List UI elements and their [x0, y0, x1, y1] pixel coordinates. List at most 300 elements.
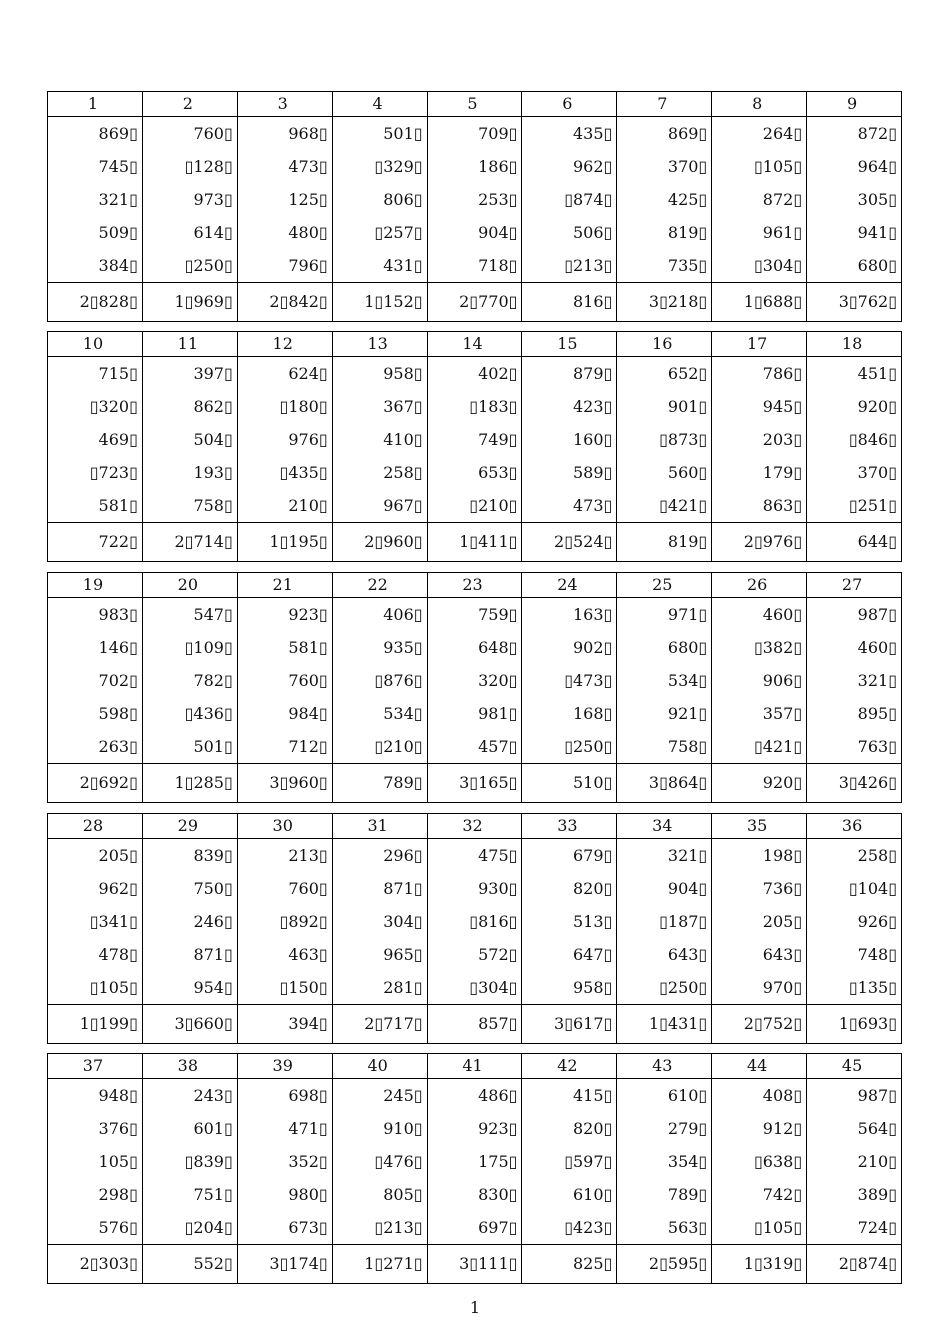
addend-cell: 970▯ [711, 971, 806, 1004]
total-cell: 2▯842▯ [237, 283, 332, 321]
total-cell: 2▯828▯ [79, 292, 138, 311]
addend-cell: 839▯ [142, 839, 237, 872]
addend-cell: 534▯ [332, 697, 427, 730]
addend-cell: ▯251▯ [806, 489, 901, 522]
addend-cell: 748▯ [806, 938, 901, 971]
addend-cell: 581▯ [98, 496, 138, 515]
addend-cell: 971▯ [616, 598, 711, 631]
problem-number: 43 [616, 1054, 711, 1078]
addend-cell: 105▯ [98, 1152, 138, 1171]
addend-cell: 976▯ [237, 423, 332, 456]
addend-cell: 652▯ [616, 357, 711, 390]
addend-cell: 984▯ [237, 697, 332, 730]
problem-number: 32 [427, 814, 522, 838]
addend-row [48, 938, 901, 971]
addend-cell: 910▯ [332, 1112, 427, 1145]
addend-cell: 193▯ [142, 456, 237, 489]
addend-row [48, 489, 901, 522]
addend-cell: 961▯ [711, 216, 806, 249]
addend-cell: 863▯ [711, 489, 806, 522]
addend-cell: 920▯ [806, 390, 901, 423]
problem-number: 39 [237, 1054, 332, 1078]
addend-row [48, 216, 901, 249]
addend-cell: 513▯ [521, 905, 616, 938]
addend-cell: 760▯ [237, 872, 332, 905]
problem-number: 18 [806, 332, 901, 356]
addend-cell: 564▯ [806, 1112, 901, 1145]
addend-cell: 736▯ [711, 872, 806, 905]
addend-cell: 879▯ [521, 357, 616, 390]
addend-cell: 281▯ [332, 971, 427, 1004]
total-cell: 1▯199▯ [79, 1014, 138, 1033]
addend-cell: 871▯ [142, 938, 237, 971]
addend-cell: ▯213▯ [332, 1211, 427, 1244]
addend-rows [48, 1079, 901, 1244]
addend-row [48, 631, 901, 664]
addend-cell: 981▯ [427, 697, 522, 730]
addend-cell: 305▯ [806, 183, 901, 216]
addend-cell: 163▯ [521, 598, 616, 631]
problem-number: 35 [711, 814, 806, 838]
addend-cell: 962▯ [98, 879, 138, 898]
addend-cell: 962▯ [521, 150, 616, 183]
total-cell: 552▯ [142, 1245, 237, 1283]
addend-cell: 321▯ [98, 190, 138, 209]
problem-number: 22 [332, 573, 427, 597]
addend-row [48, 150, 901, 183]
addend-cell: 146▯ [98, 638, 138, 657]
header-row [48, 332, 901, 357]
addend-cell: ▯135▯ [806, 971, 901, 1004]
addend-cell: 321▯ [806, 664, 901, 697]
addend-cell: ▯150▯ [237, 971, 332, 1004]
addend-cell: 478▯ [98, 945, 138, 964]
addend-cell: ▯210▯ [427, 489, 522, 522]
problem-block-4 [47, 813, 902, 1044]
addend-cell: 321▯ [616, 839, 711, 872]
total-cell: 789▯ [332, 764, 427, 802]
total-cell: 2▯976▯ [711, 523, 806, 561]
addend-cell: 410▯ [332, 423, 427, 456]
addend-cell: 415▯ [521, 1079, 616, 1112]
addend-cell: 298▯ [98, 1185, 138, 1204]
addend-cell: 968▯ [237, 117, 332, 150]
addend-cell: 203▯ [711, 423, 806, 456]
problem-number: 28 [82, 816, 104, 835]
problem-number: 7 [616, 92, 711, 116]
addend-cell: 983▯ [98, 605, 138, 624]
problem-number: 41 [427, 1054, 522, 1078]
problem-number: 12 [237, 332, 332, 356]
addend-cell: 862▯ [142, 390, 237, 423]
addend-cell: ▯839▯ [142, 1145, 237, 1178]
addend-cell: 872▯ [711, 183, 806, 216]
addend-cell: 679▯ [521, 839, 616, 872]
addend-cell: 643▯ [711, 938, 806, 971]
problem-number: 44 [711, 1054, 806, 1078]
addend-cell: 408▯ [711, 1079, 806, 1112]
addend-cell: ▯329▯ [332, 150, 427, 183]
addend-cell: 759▯ [427, 598, 522, 631]
problem-number: 2 [142, 92, 237, 116]
addend-cell: 763▯ [806, 730, 901, 763]
addend-cell: 279▯ [616, 1112, 711, 1145]
addend-cell: 509▯ [98, 223, 138, 242]
addend-cell: 680▯ [616, 631, 711, 664]
addend-cell: ▯423▯ [521, 1211, 616, 1244]
total-cell: 2▯714▯ [142, 523, 237, 561]
addend-cell: 954▯ [142, 971, 237, 1004]
addend-row [48, 971, 901, 1004]
addend-row [48, 697, 901, 730]
problem-number: 27 [806, 573, 901, 597]
addend-cell: 423▯ [521, 390, 616, 423]
addend-cell: 906▯ [711, 664, 806, 697]
addend-cell: 895▯ [806, 697, 901, 730]
addend-cell: ▯816▯ [427, 905, 522, 938]
addend-cell: 921▯ [616, 697, 711, 730]
addend-cell: 175▯ [427, 1145, 522, 1178]
addend-rows [48, 839, 901, 1004]
total-cell: 2▯692▯ [79, 773, 138, 792]
addend-cell: 758▯ [142, 489, 237, 522]
addend-cell: ▯873▯ [616, 423, 711, 456]
problem-number: 31 [332, 814, 427, 838]
total-cell: 3▯864▯ [616, 764, 711, 802]
total-cell: 1▯285▯ [142, 764, 237, 802]
addend-cell: ▯180▯ [237, 390, 332, 423]
total-row [48, 1244, 901, 1283]
addend-cell: 473▯ [521, 489, 616, 522]
total-row [48, 522, 901, 561]
total-cell: 1▯969▯ [142, 283, 237, 321]
total-cell: 3▯174▯ [237, 1245, 332, 1283]
total-cell: 1▯195▯ [237, 523, 332, 561]
addend-cell: 820▯ [521, 1112, 616, 1145]
addend-cell: ▯638▯ [711, 1145, 806, 1178]
problem-number: 1 [87, 94, 99, 113]
problem-number: 17 [711, 332, 806, 356]
addend-cell: 563▯ [616, 1211, 711, 1244]
addend-cell: 697▯ [427, 1211, 522, 1244]
addend-cell: ▯876▯ [332, 664, 427, 697]
problem-number: 20 [142, 573, 237, 597]
addend-cell: ▯183▯ [427, 390, 522, 423]
addend-cell: ▯421▯ [616, 489, 711, 522]
addend-cell: ▯382▯ [711, 631, 806, 664]
total-cell: 3▯762▯ [806, 283, 901, 321]
total-cell: 2▯717▯ [332, 1005, 427, 1043]
addend-row [48, 872, 901, 905]
addend-cell: ▯723▯ [89, 463, 138, 482]
addend-row [48, 839, 901, 872]
total-cell: 920▯ [711, 764, 806, 802]
addend-row [48, 730, 901, 763]
addend-cell: ▯210▯ [332, 730, 427, 763]
addend-cell: 296▯ [332, 839, 427, 872]
addend-cell: 352▯ [237, 1145, 332, 1178]
addend-row [48, 183, 901, 216]
addend-cell: 869▯ [98, 124, 138, 143]
addend-cell: 941▯ [806, 216, 901, 249]
addend-cell: 160▯ [521, 423, 616, 456]
addend-cell: 935▯ [332, 631, 427, 664]
addend-cell: ▯892▯ [237, 905, 332, 938]
problem-number: 11 [142, 332, 237, 356]
addend-cell: ▯473▯ [521, 664, 616, 697]
problem-number: 34 [616, 814, 711, 838]
addend-cell: 486▯ [427, 1079, 522, 1112]
problem-number: 16 [616, 332, 711, 356]
addend-cell: 796▯ [237, 249, 332, 282]
addend-cell: 471▯ [237, 1112, 332, 1145]
addend-cell: 758▯ [616, 730, 711, 763]
addend-cell: 258▯ [332, 456, 427, 489]
total-cell: 2▯752▯ [711, 1005, 806, 1043]
addend-cell: 367▯ [332, 390, 427, 423]
problem-number: 4 [332, 92, 427, 116]
addend-cell: 501▯ [142, 730, 237, 763]
total-cell: 3▯165▯ [427, 764, 522, 802]
addend-cell: 680▯ [806, 249, 901, 282]
total-cell: 3▯660▯ [142, 1005, 237, 1043]
addend-cell: 402▯ [427, 357, 522, 390]
problem-number: 23 [427, 573, 522, 597]
addend-cell: 760▯ [142, 117, 237, 150]
total-cell: 2▯770▯ [427, 283, 522, 321]
total-cell: 1▯271▯ [332, 1245, 427, 1283]
addend-cell: 610▯ [521, 1178, 616, 1211]
addend-cell: 806▯ [332, 183, 427, 216]
addend-cell: 869▯ [616, 117, 711, 150]
problem-block-2 [47, 331, 902, 562]
addend-cell: 965▯ [332, 938, 427, 971]
addend-cell: 712▯ [237, 730, 332, 763]
addend-cell: 253▯ [427, 183, 522, 216]
addend-cell: 830▯ [427, 1178, 522, 1211]
addend-rows [48, 117, 901, 282]
addend-cell: 451▯ [806, 357, 901, 390]
addend-cell: 749▯ [427, 423, 522, 456]
addend-cell: 967▯ [332, 489, 427, 522]
problem-number: 33 [521, 814, 616, 838]
addend-cell: ▯250▯ [142, 249, 237, 282]
total-cell: 394▯ [237, 1005, 332, 1043]
total-cell: 2▯960▯ [332, 523, 427, 561]
addend-cell: 948▯ [98, 1086, 138, 1105]
addend-cell: 718▯ [427, 249, 522, 282]
addend-cell: 912▯ [711, 1112, 806, 1145]
problem-number: 26 [711, 573, 806, 597]
addend-cell: 210▯ [806, 1145, 901, 1178]
addend-cell: 210▯ [237, 489, 332, 522]
addend-cell: 198▯ [711, 839, 806, 872]
addend-cell: 460▯ [806, 631, 901, 664]
total-cell: 2▯524▯ [521, 523, 616, 561]
addend-cell: 320▯ [427, 664, 522, 697]
addend-cell: 264▯ [711, 117, 806, 150]
addend-cell: ▯104▯ [806, 872, 901, 905]
addend-row [48, 1079, 901, 1112]
addend-cell: ▯421▯ [711, 730, 806, 763]
problem-number: 3 [237, 92, 332, 116]
addend-cell: 820▯ [521, 872, 616, 905]
total-cell: 1▯693▯ [806, 1005, 901, 1043]
addend-cell: 610▯ [616, 1079, 711, 1112]
total-cell: 2▯595▯ [616, 1245, 711, 1283]
addend-cell: 457▯ [427, 730, 522, 763]
addend-cell: 205▯ [98, 846, 138, 865]
addend-row [48, 117, 901, 150]
addend-cell: 945▯ [711, 390, 806, 423]
addend-cell: 534▯ [616, 664, 711, 697]
addend-cell: 643▯ [616, 938, 711, 971]
addend-cell: 205▯ [711, 905, 806, 938]
addend-cell: 186▯ [427, 150, 522, 183]
addend-cell: 589▯ [521, 456, 616, 489]
addend-cell: ▯109▯ [142, 631, 237, 664]
addend-cell: 245▯ [332, 1079, 427, 1112]
total-row [48, 282, 901, 321]
addend-cell: 614▯ [142, 216, 237, 249]
problem-number: 8 [711, 92, 806, 116]
addend-cell: 601▯ [142, 1112, 237, 1145]
problem-number: 25 [616, 573, 711, 597]
addend-cell: 735▯ [616, 249, 711, 282]
addend-cell: ▯213▯ [521, 249, 616, 282]
problem-number: 42 [521, 1054, 616, 1078]
page-number: 1 [469, 1298, 481, 1317]
problem-number: 10 [82, 334, 104, 353]
addend-cell: 958▯ [332, 357, 427, 390]
addend-cell: 504▯ [142, 423, 237, 456]
problem-number: 24 [521, 573, 616, 597]
addend-cell: 724▯ [806, 1211, 901, 1244]
addend-cell: ▯476▯ [332, 1145, 427, 1178]
addend-cell: 473▯ [237, 150, 332, 183]
addend-cell: ▯320▯ [89, 397, 138, 416]
total-cell: 2▯874▯ [806, 1245, 901, 1283]
addend-cell: 243▯ [142, 1079, 237, 1112]
addend-cell: 469▯ [98, 430, 138, 449]
total-cell: 510▯ [521, 764, 616, 802]
addend-cell: 168▯ [521, 697, 616, 730]
total-row [48, 1004, 901, 1043]
problem-number: 19 [82, 575, 104, 594]
problem-number: 36 [806, 814, 901, 838]
addend-cell: 745▯ [98, 157, 138, 176]
addend-cell: 560▯ [616, 456, 711, 489]
problem-block-1 [47, 91, 902, 322]
problem-number: 15 [521, 332, 616, 356]
addend-cell: 370▯ [616, 150, 711, 183]
addend-cell: 751▯ [142, 1178, 237, 1211]
addend-cell: ▯304▯ [427, 971, 522, 1004]
addend-cell: 819▯ [616, 216, 711, 249]
addend-cell: 930▯ [427, 872, 522, 905]
total-cell: 2▯303▯ [79, 1254, 138, 1273]
addend-cell: 872▯ [806, 117, 901, 150]
problem-number: 21 [237, 573, 332, 597]
total-cell: 816▯ [521, 283, 616, 321]
addend-cell: 923▯ [237, 598, 332, 631]
addend-cell: 673▯ [237, 1211, 332, 1244]
addend-cell: 653▯ [427, 456, 522, 489]
addend-cell: 463▯ [237, 938, 332, 971]
addend-cell: 389▯ [806, 1178, 901, 1211]
total-cell: 3▯617▯ [521, 1005, 616, 1043]
addend-cell: 715▯ [98, 364, 138, 383]
addend-row [48, 423, 901, 456]
addend-cell: 384▯ [98, 256, 138, 275]
addend-cell: ▯304▯ [711, 249, 806, 282]
total-cell: 857▯ [427, 1005, 522, 1043]
problem-number: 5 [427, 92, 522, 116]
total-cell: 819▯ [616, 523, 711, 561]
addend-cell: 357▯ [711, 697, 806, 730]
addend-cell: 354▯ [616, 1145, 711, 1178]
addend-cell: 805▯ [332, 1178, 427, 1211]
addend-cell: 475▯ [427, 839, 522, 872]
total-cell: 1▯411▯ [427, 523, 522, 561]
header-row [48, 573, 901, 598]
addend-cell: 698▯ [237, 1079, 332, 1112]
problem-number: 14 [427, 332, 522, 356]
addend-cell: ▯128▯ [142, 150, 237, 183]
addend-cell: 647▯ [521, 938, 616, 971]
addend-cell: 987▯ [806, 1079, 901, 1112]
addend-rows [48, 598, 901, 763]
addend-cell: ▯435▯ [237, 456, 332, 489]
addend-cell: ▯250▯ [616, 971, 711, 1004]
addend-row [48, 1145, 901, 1178]
header-row [48, 814, 901, 839]
addend-cell: 376▯ [98, 1119, 138, 1138]
addend-cell: 480▯ [237, 216, 332, 249]
addend-cell: 904▯ [427, 216, 522, 249]
addend-cell: 581▯ [237, 631, 332, 664]
addend-cell: 263▯ [98, 737, 138, 756]
addend-cell: 304▯ [332, 905, 427, 938]
total-cell: 1▯431▯ [616, 1005, 711, 1043]
addend-cell: 750▯ [142, 872, 237, 905]
problem-number: 30 [237, 814, 332, 838]
addend-cell: 648▯ [427, 631, 522, 664]
problem-number: 9 [806, 92, 901, 116]
addend-cell: 782▯ [142, 664, 237, 697]
addend-cell: ▯250▯ [521, 730, 616, 763]
total-cell: 3▯960▯ [237, 764, 332, 802]
total-cell: 722▯ [98, 532, 138, 551]
problem-number: 38 [142, 1054, 237, 1078]
addend-cell: 901▯ [616, 390, 711, 423]
addend-row [48, 905, 901, 938]
addend-rows [48, 357, 901, 522]
addend-cell: ▯257▯ [332, 216, 427, 249]
addend-cell: ▯874▯ [521, 183, 616, 216]
addend-cell: ▯105▯ [711, 150, 806, 183]
addend-cell: 958▯ [521, 971, 616, 1004]
total-cell: 3▯426▯ [806, 764, 901, 802]
addend-cell: 246▯ [142, 905, 237, 938]
addend-row [48, 664, 901, 697]
addend-cell: 742▯ [711, 1178, 806, 1211]
addend-cell: 904▯ [616, 872, 711, 905]
addend-cell: 926▯ [806, 905, 901, 938]
addend-cell: ▯105▯ [711, 1211, 806, 1244]
addend-cell: 125▯ [237, 183, 332, 216]
problem-number: 40 [332, 1054, 427, 1078]
